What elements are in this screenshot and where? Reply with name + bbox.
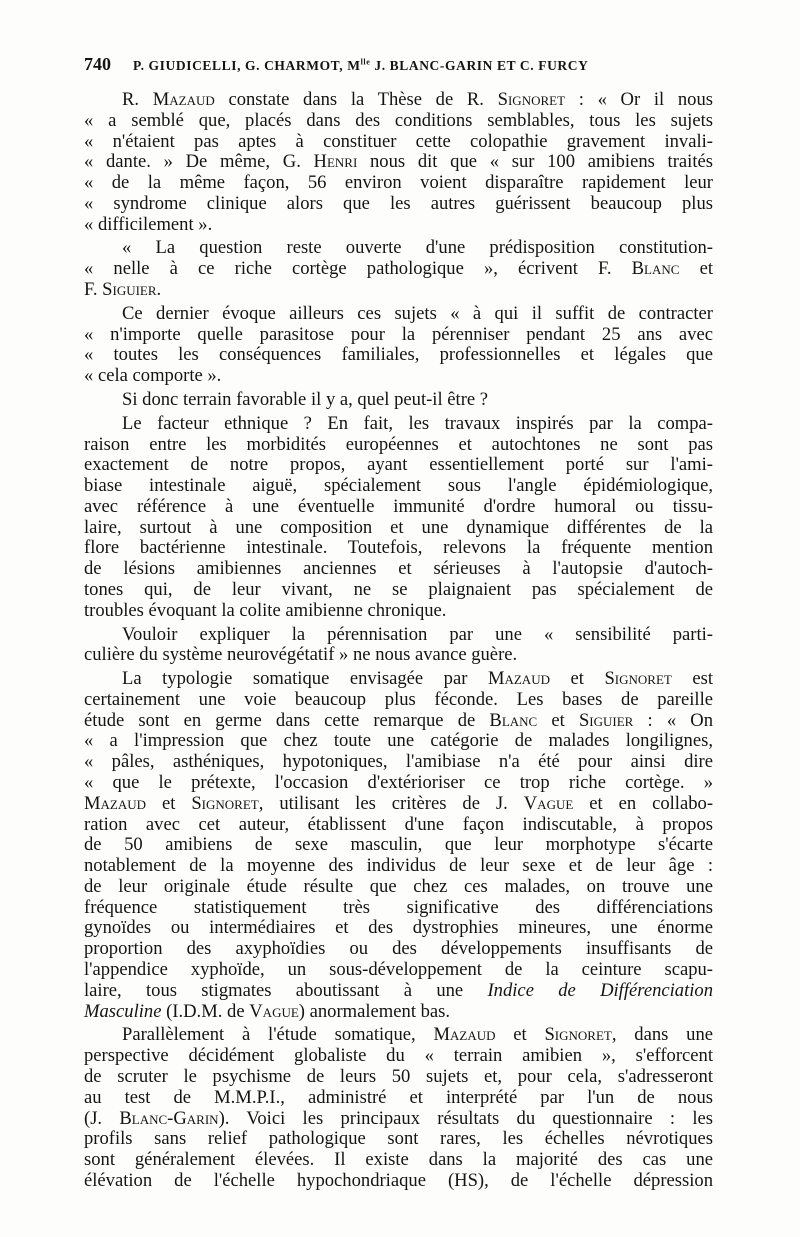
author-name: Signoret — [497, 89, 566, 110]
author-name: Signoret — [604, 668, 672, 690]
text-line: biase intestinale aiguë, spécialement sous l'angle épidémiologique, — [84, 475, 713, 497]
text-line: profils sans relief pathologique sont rares, les échelles névrotiques — [84, 1128, 713, 1150]
text-line: sont généralement élevées. Il existe dans la majorité des cas une — [84, 1149, 713, 1171]
text-line: « nelle à ce riche cortège pathologique », écrivent F. Blanc et — [84, 258, 713, 280]
author-name: Signoret — [191, 792, 259, 814]
text-line: certainement une voie beaucoup plus féconde. Les bases de pareille — [84, 688, 713, 710]
text-line: notablement de la moyenne des individus de leur sexe et de leur âge : — [84, 855, 713, 877]
text-line: « pâles, asthéniques, hypotoniques, l'amibiase n'a été pour ainsi dire — [84, 751, 713, 773]
text-line: Vouloir expliquer la pérennisation par une « sensibilité parti- — [122, 623, 713, 645]
text-line: ration avec cet auteur, établissent d'une façon indiscutable, à propos — [84, 813, 713, 835]
text-line: avec référence à une éventuelle immunité d'ordre humoral ou tissu- — [84, 495, 713, 517]
text-line: Mazaud et Signoret, utilisant les critères de J. Vague et en collabo- — [84, 792, 714, 814]
text-line: « a l'impression que chez toute une catégorie de malades longilignes, — [84, 730, 713, 752]
body-text — [84, 90, 713, 1192]
text-line: « difficilement ». — [84, 213, 213, 235]
text-line: « cela comporte ». — [84, 365, 222, 387]
text-line: (J. Blanc-Garin). Voici les principaux résultats du questionnaire : les — [84, 1107, 713, 1129]
author-name: Signoret — [544, 1024, 612, 1046]
author-name: Henri — [313, 151, 358, 173]
text-line: de scruter le psychisme de leurs 50 sujets et, pour cela, s'adresseront — [84, 1065, 713, 1087]
text-line: Le facteur ethnique ? En fait, les travaux inspirés par la compa- — [122, 412, 713, 434]
text-line: au test de M.M.P.I., administré et interprété par l'un de nous — [84, 1086, 713, 1108]
running-header — [84, 54, 724, 75]
text-line: « dante. » De même, G. Henri nous dit que « sur 100 amibiens traités — [84, 151, 713, 173]
text-line: gynoïdes ou intermédiaires et des dystrophies mineures, une énorme — [84, 917, 713, 939]
text-line: laire, tous stigmates aboutissant à une Indice de Différenciation — [84, 979, 714, 1001]
text-line: proportion des axyphoïdies ou des développements insuffisants de — [84, 938, 713, 960]
text-line: flore bactérienne intestinale. Toutefois, relevons la fréquente mention — [84, 537, 713, 559]
text-line: culière du système neurovégétatif » ne nous avance guère. — [84, 644, 518, 666]
text-line: La typologie somatique envisagée par Mazaud et Signoret est — [122, 668, 714, 690]
text-line: « n'étaient pas aptes à constituer cette colopathie gravement invali- — [84, 130, 713, 152]
text-line: de 50 amibiens de sexe masculin, que leur morphotype s'écarte — [84, 834, 713, 856]
text-line: étude sont en germe dans cette remarque de Blanc et Siguier : « On — [84, 709, 713, 731]
text-line: « La question reste ouverte d'une prédisposition constitution- — [122, 237, 713, 259]
text-line: Ce dernier évoque ailleurs ces sujets « à qui il suffit de contracter — [122, 302, 713, 324]
text-line: tones qui, de leur vivant, ne se plaignaient pas spécialement de — [84, 578, 713, 600]
author-name: R. Mazaud — [122, 89, 215, 110]
author-name: Blanc — [489, 709, 538, 731]
text-line: « syndrome clinique alors que les autres guérissent beaucoup plus — [84, 192, 713, 214]
text-line: Parallèlement à l'étude somatique, Mazaud et Signoret, dans une — [122, 1024, 713, 1046]
author-name: Mazaud — [84, 792, 147, 814]
author-name: Siguier — [578, 709, 634, 731]
author-name: Vague — [523, 792, 574, 814]
text-line: « n'importe quelle parasitose pour la pérenniser pendant 25 ans avec — [84, 323, 713, 345]
page-number: 740 — [84, 54, 111, 74]
text-line: « que le prétexte, l'occasion d'extérioriser ce trop riche cortège. » — [84, 772, 713, 793]
author-name: Mazaud — [433, 1024, 496, 1046]
text-line: Masculine (I.D.M. de Vague) anormalement bas. — [84, 1000, 451, 1022]
text-line: « de la même façon, 56 environ voient disparaître rapidement leur — [84, 172, 713, 194]
italic-term: Indice de Différenciation — [487, 979, 714, 1001]
text-line: de leur originale étude résulte que chez ces malades, on trouve une — [84, 875, 713, 897]
text-line: F. Siguier. — [84, 279, 162, 301]
header-authors: P. GIUDICELLI, G. CHARMOT, $M^{lle}$ J. BLANC-GARIN ET C. FURCY — [133, 57, 589, 73]
text-line: « toutes les conséquences familiales, professionnelles et légales que — [84, 344, 713, 366]
text-line: laire, surtout à une composition et une dynamique différentes de la — [84, 516, 713, 538]
text-line: Si donc terrain favorable il y a, quel peut-il être ? — [122, 388, 489, 410]
text-line: fréquence statistiquement très significative des différenciations — [84, 896, 713, 918]
text-line: de lésions amibiennes anciennes et sérieuses à l'autopsie d'autoch- — [84, 558, 713, 580]
text-line: perspective décidément globaliste du « terrain amibien », s'efforcent — [84, 1045, 713, 1067]
author-name: Blanc — [631, 258, 680, 280]
author-name: Vague — [249, 1000, 299, 1022]
text-line: troubles évoquant la colite amibienne chronique. — [84, 599, 447, 621]
text-line: élévation de l'échelle hypochondriaque (HS), de l'échelle dépression — [84, 1169, 713, 1191]
text-line: exactement de notre propos, ayant essentiellement porté sur l'ami- — [84, 454, 713, 476]
text-line: l'appendice xyphoïde, un sous-développement de la ceinture scapu- — [84, 959, 713, 981]
text-line: « a semblé que, placés dans des conditions semblables, tous les sujets — [84, 109, 713, 131]
italic-term: Masculine — [84, 1000, 162, 1022]
author-name: Siguier — [102, 279, 157, 301]
text-line: raison entre les morbidités européennes et autochtones ne sont pas — [84, 433, 713, 455]
author-name: Mazaud — [487, 668, 550, 690]
text-line: R. Mazaud constate dans la Thèse de R. Signoret : « Or il nous — [122, 89, 713, 110]
author-name: Blanc-Garin — [119, 1107, 219, 1129]
